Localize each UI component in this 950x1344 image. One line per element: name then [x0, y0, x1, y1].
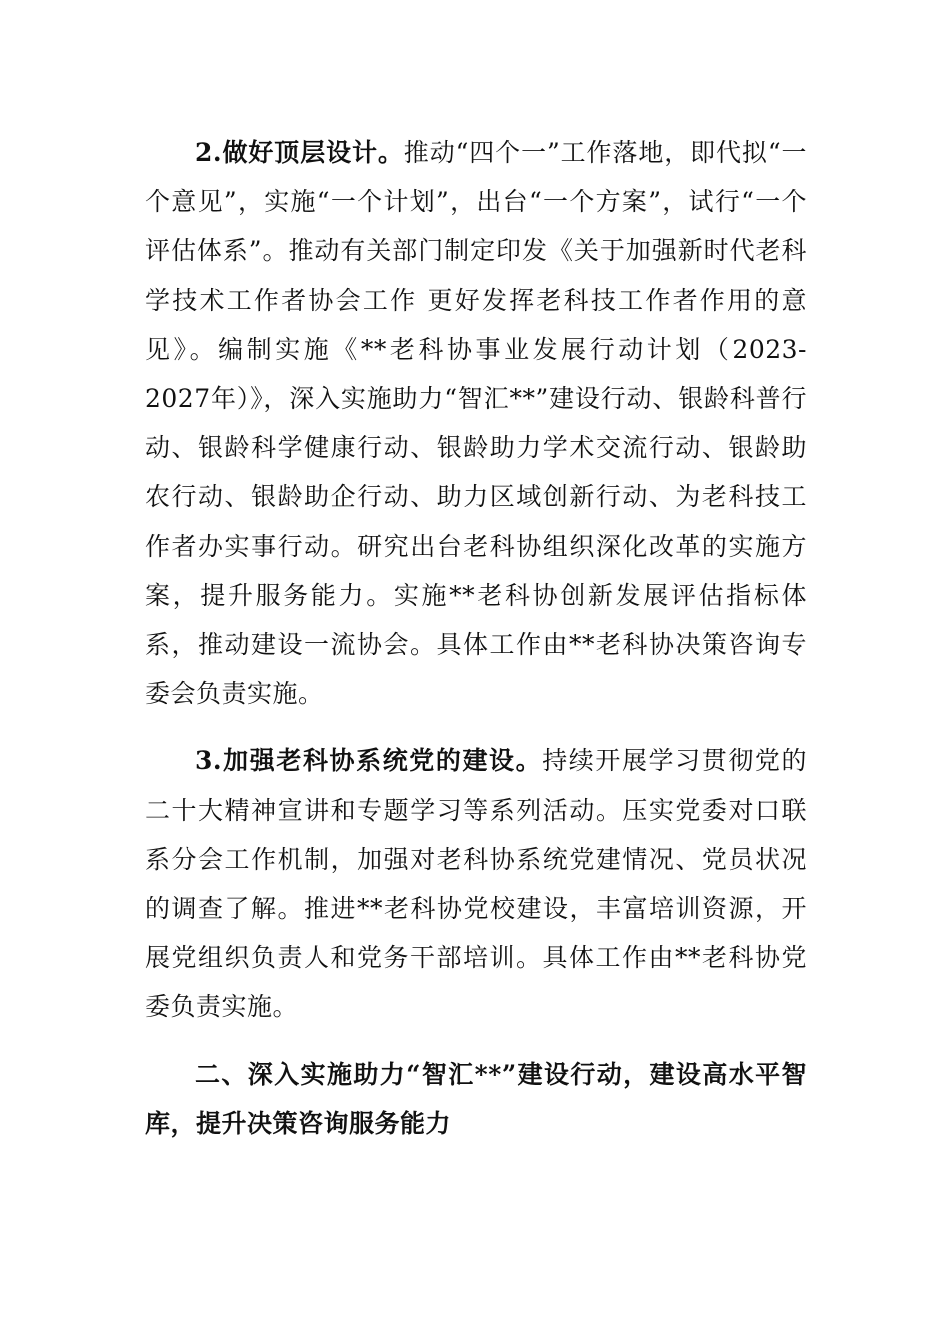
document-body — [145, 128, 807, 1148]
section-heading: 二、深入实施助力“智汇**”建设行动，建设高水平智库，提升决策咨询服务能力 — [145, 1059, 807, 1138]
paragraph-text: 持续开展学习贯彻党的二十大精神宣讲和专题学习等系列活动。压实党委对口联系分会工作机制，加强对老科协系统党建情况、党员状况的调查了解。推进**老科协党校建设，丰富培训资源，开展党组织负责人和党务干部培训。具体工作由**老科协党委负责实施。 — [145, 746, 807, 1022]
paragraph-top-level-design — [145, 128, 807, 718]
paragraph-text: 推动“四个一”工作落地，即代拟“一个意见”，实施“一个计划”，出台“一个方案”，试行“一个评估体系”。推动有关部门制定印发《关于加强新时代老科学技术工作者协会工作 更好发挥老科技工作者作用的意见》。编制实施《**老科协事业发展行动计划（2023-2027年）》，深入实施助力“智汇**”建设行动、银龄科普行动、银龄科学健康行动、银龄助力学术交流行动、银龄助农行动、银龄助企行动、助力区域创新行动、为老科技工作者办实事行动。研究出台老科协组织深化改革的实施方案，提升服务能力。实施**老科协创新发展评估指标体系，推动建设一流协会。具体工作由**老科协决策咨询专委会负责实施。 — [145, 138, 808, 709]
paragraph-lead: 3.加强老科协系统党的建设。 — [195, 746, 543, 776]
paragraph-lead: 2.做好顶层设计。 — [195, 138, 404, 167]
paragraph-party-building — [145, 736, 807, 1031]
